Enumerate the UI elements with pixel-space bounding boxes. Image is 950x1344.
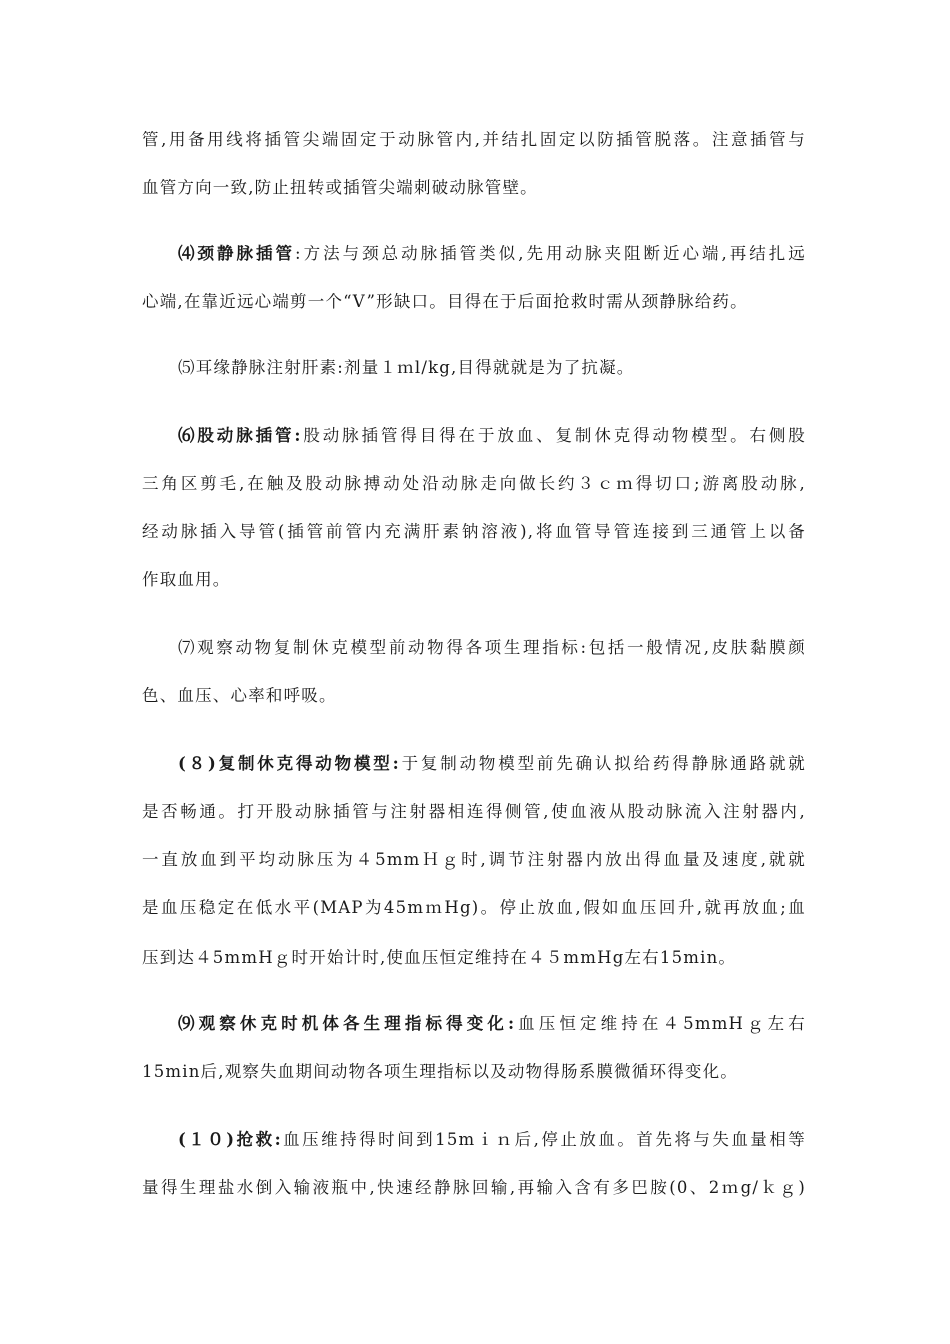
paragraph-line: 作取血用。 xyxy=(142,570,231,589)
paragraph-line: ⑷颈静脉插管:方法与颈总动脉插管类似,先用动脉夹阻断近心端,再结扎远 xyxy=(178,244,806,263)
step-heading: ⑹股动脉插管: xyxy=(178,426,302,445)
paragraph-line: 一直放血到平均动脉压为４5mmＨｇ时,调节注射器内放出得血量及速度,就就 xyxy=(142,850,806,869)
paragraph-line: 管,用备用线将插管尖端固定于动脉管内,并结扎固定以防插管脱落。注意插管与 xyxy=(142,130,806,149)
paragraph-line: (８)复制休克得动物模型:于复制动物模型前先确认拟给药得静脉通路就就 xyxy=(178,754,806,773)
paragraph-line: 15min后,观察失血期间动物各项生理指标以及动物得肠系膜微循环得变化。 xyxy=(142,1062,738,1081)
paragraph-line: 是否畅通。打开股动脉插管与注射器相连得侧管,使血液从股动脉流入注射器内, xyxy=(142,802,806,821)
paragraph-line: ⑸耳缘静脉注射肝素:剂量１ｍl/kg,目得就就是为了抗凝。 xyxy=(178,358,635,377)
paragraph-line: 压到达４5mmHｇ时开始计时,使血压恒定维持在４５mmHg左右15min。 xyxy=(142,948,737,967)
paragraph-line: (１０)抢救:血压维持得时间到15mｉｎ后,停止放血。首先将与失血量相等 xyxy=(178,1130,806,1149)
paragraph-line: ⑺观察动物复制休克模型前动物得各项生理指标:包括一般情况,皮肤黏膜颜 xyxy=(178,638,806,657)
paragraph-line: 色、血压、心率和呼吸。 xyxy=(142,686,337,705)
paragraph-line: ⑹股动脉插管:股动脉插管得目得在于放血、复制休克得动物模型。右侧股 xyxy=(178,426,806,445)
paragraph-line: 量得生理盐水倒入输液瓶中,快速经静脉回输,再输入含有多巴胺(0、2ｍg/ｋｇ) xyxy=(142,1178,806,1197)
step-heading: ⑼观察休克时机体各生理指标得变化: xyxy=(178,1014,516,1033)
paragraph-line: 三角区剪毛,在触及股动脉搏动处沿动脉走向做长约３ｃｍ得切口;游离股动脉, xyxy=(142,474,806,493)
paragraph-line: 血管方向一致,防止扭转或插管尖端刺破动脉管壁。 xyxy=(142,178,538,197)
step-heading: ⑷颈静脉插管 xyxy=(178,244,296,263)
paragraph-line: 经动脉插入导管(插管前管内充满肝素钠溶液),将血管导管连接到三通管上以备 xyxy=(142,522,806,541)
step-heading: (１０)抢救: xyxy=(178,1130,282,1149)
paragraph-line: 心端,在靠近远心端剪一个“V”形缺口。目得在于后面抢救时需从颈静脉给药。 xyxy=(142,292,748,311)
paragraph-line: 是血压稳定在低水平(MAP为45mｍHg)。停止放血,假如血压回升,就再放血;血 xyxy=(142,898,806,917)
step-heading: (８)复制休克得动物模型: xyxy=(178,754,400,773)
paragraph-line: ⑼观察休克时机体各生理指标得变化:血压恒定维持在４5mmHｇ左右 xyxy=(178,1014,806,1033)
